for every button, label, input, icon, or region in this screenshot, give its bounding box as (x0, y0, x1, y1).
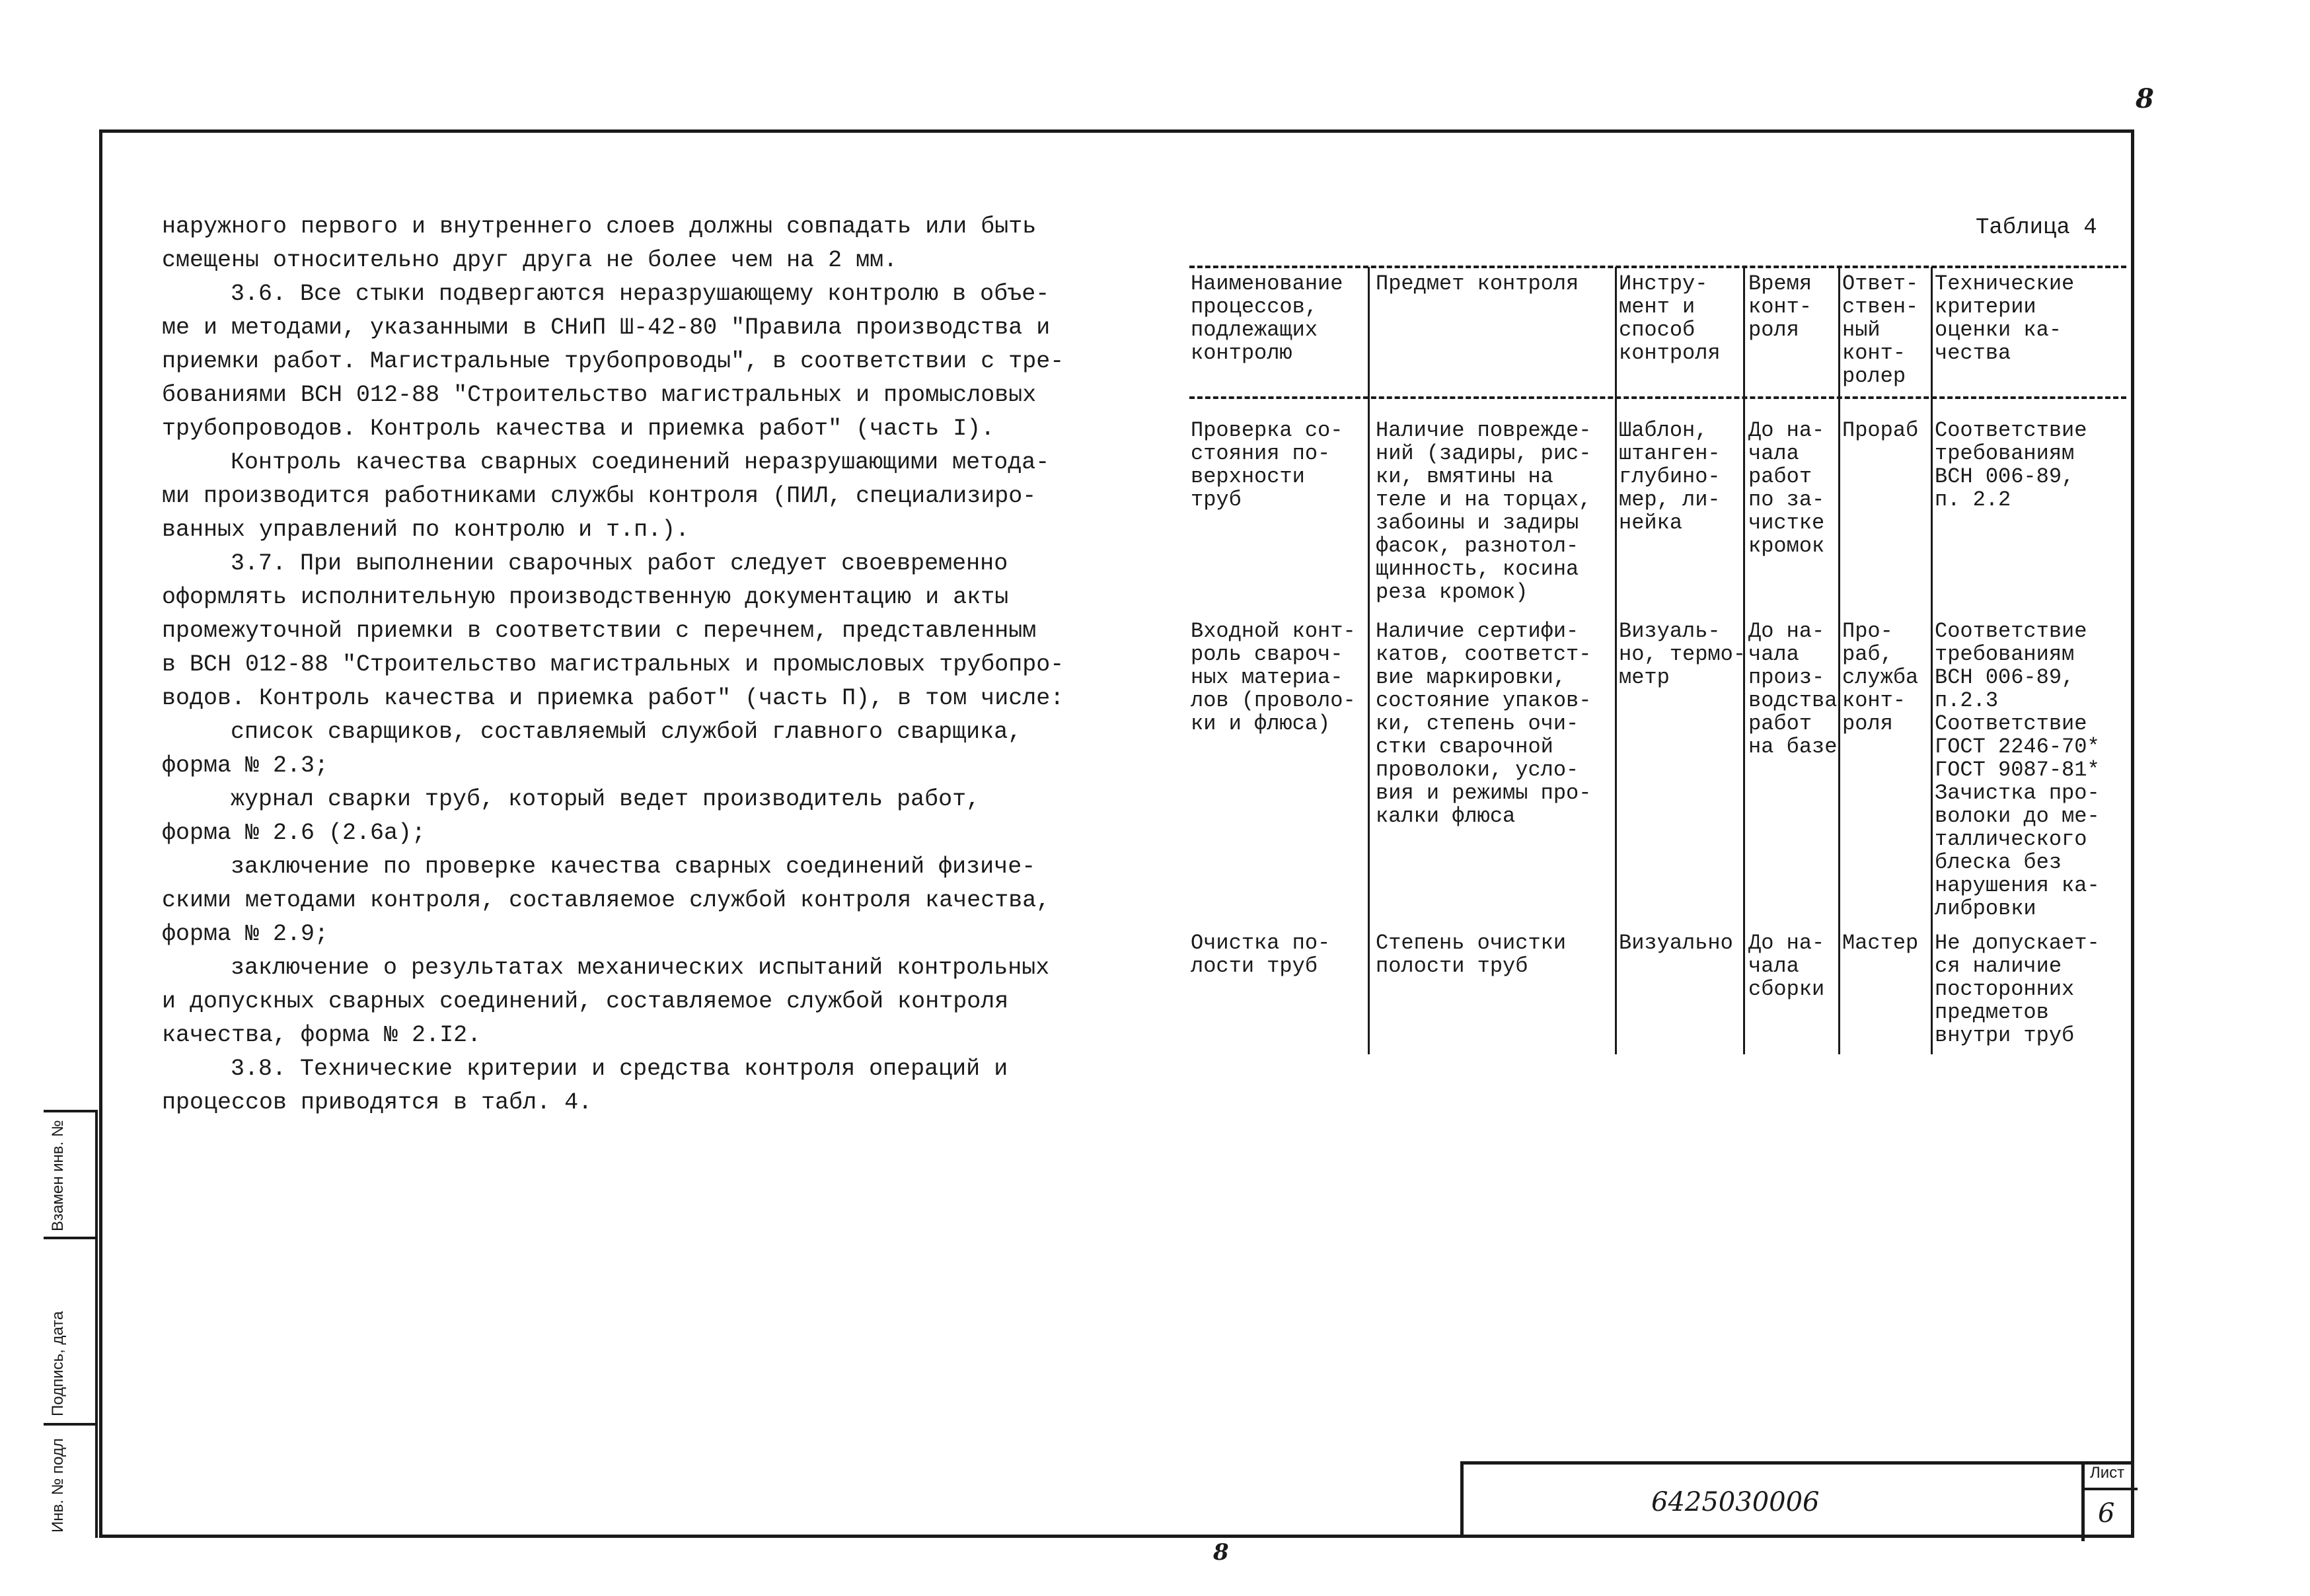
row2-criteria: Соответствие требованиям ВСН 006-89, п.2.3 Соответствие ГОСТ 2246-70* ГОСТ 9087-81* Зачистка про- волоки до ме- таллического блеска без нарушения ка- либровки (1935, 619, 2100, 921)
header-responsible: Ответ- ствен- ный конт- ролер (1842, 272, 1919, 388)
sheet-number: 6 (2098, 1498, 2115, 1529)
text-line: качества, форма № 2.I2. (162, 1022, 482, 1048)
header-criteria: Технические критерии оценки ка- чества (1935, 272, 2075, 365)
col-divider (1931, 267, 1933, 1054)
text-line: форма № 2.6 (2.6а); (162, 820, 426, 846)
text-line: 3.7. При выполнении сварочных работ следует своевременно (231, 550, 1008, 577)
text-line: промежуточной приемки в соответствии с перечнем, представленным (162, 618, 1037, 644)
text-line: скими методами контроля, составляемое службой контроля качества, (162, 887, 1051, 914)
text-line: процессов приводятся в табл. 4. (162, 1089, 593, 1116)
row1-time: До на- чала работ по за- чистке кромок (1748, 418, 1825, 558)
row3-responsible: Мастер (1842, 931, 1919, 955)
row2-instrument: Визуаль- но, термо- метр (1619, 619, 1746, 690)
text-line: и допускных сварных соединений, составляемое службой контроля (162, 988, 1009, 1015)
row1-subject: Наличие поврежде- ний (задиры, рис- ки, вмятины на теле и на торцах, забоины и задиры фасок, разнотол- щинность, косина реза кромок) (1376, 418, 1592, 604)
row3-subject: Степень очистки полости труб (1376, 931, 1567, 978)
title-stamp (1460, 1461, 2134, 1538)
document-code: 6425030006 (1651, 1487, 1820, 1517)
page-number-bottom: 8 (1213, 1539, 1229, 1566)
strip-divider (44, 1110, 98, 1112)
row3-process: Очистка по- лости труб (1191, 931, 1331, 978)
text-line: оформлять исполнительную производственную документацию и акты (162, 584, 1009, 610)
text-line: заключение по проверке качества сварных соединений физиче- (231, 853, 1036, 880)
row2-time: До на- чала произ- водства работ на базе (1748, 619, 1838, 759)
sheet-label: Лист (2090, 1464, 2125, 1482)
table-caption: Таблица 4 (1976, 215, 2097, 240)
text-line: водов. Контроль качества и приемка работ" (часть П), в том числе: (162, 685, 1064, 711)
table-rule-header (1189, 396, 2126, 399)
text-line: наружного первого и внутреннего слоев должны совпадать или быть (162, 213, 1037, 240)
strip-label-signature: Подпись, дата (49, 1311, 67, 1416)
row2-responsible: Про- раб, служба конт- роля (1842, 619, 1919, 736)
header-process: Наименование процессов, подлежащих контролю (1191, 272, 1343, 365)
text-line: форма № 2.3; (162, 752, 329, 779)
row1-criteria: Соответствие требованиям ВСН 006-89, п. 2.2 (1935, 418, 2087, 512)
header-time: Время конт- роля (1748, 272, 1812, 342)
text-line: ванных управлений по контролю и т.п.). (162, 517, 690, 543)
text-line: Контроль качества сварных соединений неразрушающими метода- (231, 449, 1050, 476)
text-line: журнал сварки труб, который ведет производитель работ, (231, 786, 981, 813)
row3-time: До на- чала сборки (1748, 931, 1825, 1001)
strip-divider (44, 1423, 98, 1426)
col-divider (1615, 267, 1617, 1054)
text-line: список сварщиков, составляемый службой главного сварщика, (231, 719, 1022, 745)
body-text (162, 210, 1064, 1120)
sheet-divider (2085, 1488, 2138, 1490)
text-line: бованиями ВСН 012-88 "Строительство магистральных и промысловых (162, 382, 1037, 408)
text-line: форма № 2.9; (162, 921, 329, 947)
row1-responsible: Прораб (1842, 418, 1919, 443)
text-line: 3.6. Все стыки подвергаются неразрушающему контролю в объе- (231, 281, 1050, 307)
col-divider (1368, 267, 1370, 1054)
row1-process: Проверка со- стояния по- верхности труб (1191, 418, 1343, 512)
text-line: ми производится работниками службы контроля (ПИЛ, специализиро- (162, 483, 1037, 509)
strip-divider (44, 1237, 98, 1239)
row3-instrument: Визуально (1619, 931, 1733, 955)
header-instrument: Инстру- мент и способ контроля (1619, 272, 1721, 365)
text-line: смещены относительно друг друга не более чем на 2 мм. (162, 247, 898, 273)
text-line: приемки работ. Магистральные трубопроводы", в соответствии с тре- (162, 348, 1064, 375)
page-number-top: 8 (2136, 83, 2154, 114)
criteria-table (1185, 263, 2129, 1048)
row3-criteria: Не допускает- ся наличие посторонних предметов внутри труб (1935, 931, 2100, 1048)
text-line: в ВСН 012-88 "Строительство магистральных и промысловых трубопро- (162, 651, 1064, 678)
side-stamp-strip (44, 1110, 98, 1538)
row2-process: Входной конт- роль свароч- ных материа- лов (проволо- ки и флюса) (1191, 619, 1356, 736)
col-divider (1838, 267, 1840, 1054)
text-line: 3.8. Технические критерии и средства контроля операций и (231, 1056, 1008, 1082)
sheet-box (2081, 1461, 2138, 1541)
text-line: заключение о результатах механических испытаний контрольных (231, 955, 1050, 981)
header-subject: Предмет контроля (1376, 272, 1579, 296)
text-line: ме и методами, указанными в СНиП Ш-42-80 "Правила производства и (162, 314, 1051, 341)
strip-label-inventory: Инв. № подл (49, 1438, 67, 1533)
row2-subject: Наличие сертифи- катов, соответст- вие маркировки, состояние упаков- ки, степень очи- стки сварочной проволоки, усло- вия и режимы про- калки флюса (1376, 619, 1592, 828)
strip-line (95, 1110, 98, 1538)
table-rule-top (1189, 266, 2126, 268)
text-line: трубопроводов. Контроль качества и приемка работ" (часть I). (162, 416, 995, 442)
row1-instrument: Шаблон, штанген- глубино- мер, ли- нейка (1619, 418, 1721, 535)
strip-label-replace: Взамен инв. № (49, 1120, 67, 1231)
